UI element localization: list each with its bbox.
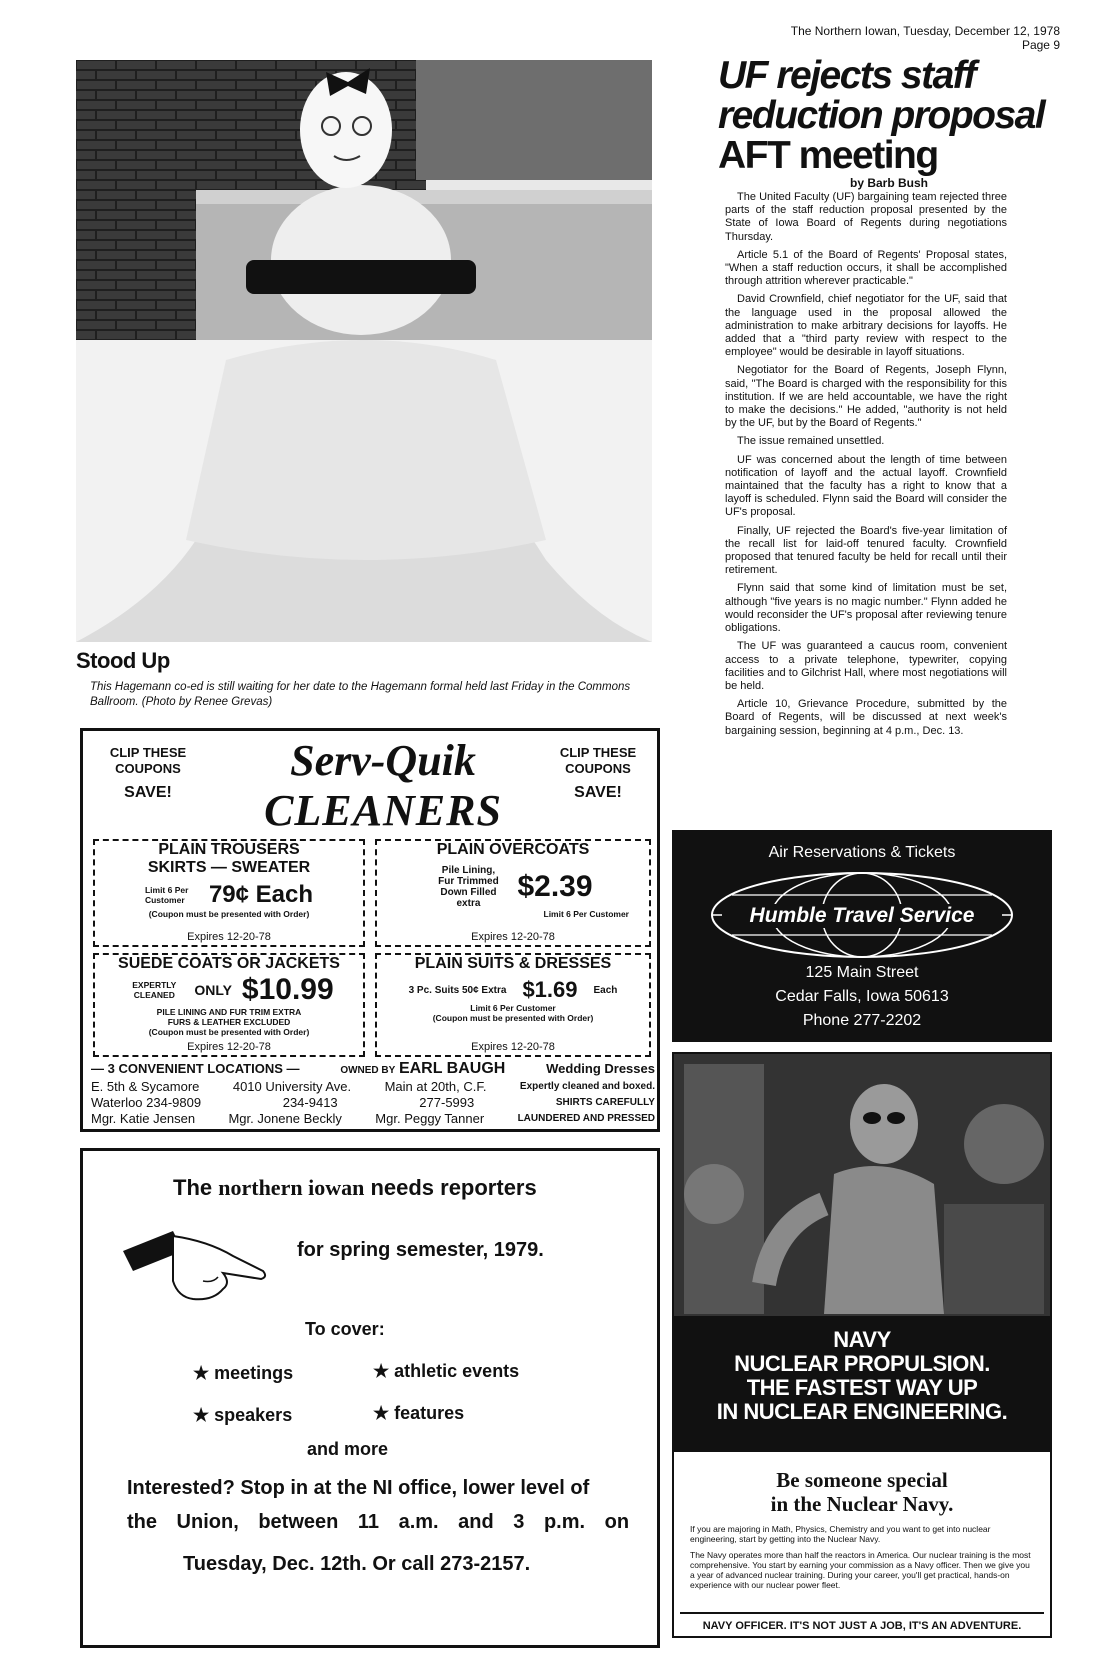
headline-line-3: AFT meeting xyxy=(718,134,938,177)
coupon-price: $2.39 xyxy=(517,870,593,903)
article-paragraph: The UF was guaranteed a caucus room, convenient access to a private telephone, typewriter, copying facilities and to Gilchrist Hall, where most negotiations will be held. xyxy=(725,640,1007,692)
navy-head-3: THE FASTEST WAY UP xyxy=(746,1375,978,1400)
coupon-price: 79¢ Each xyxy=(208,881,314,908)
travel-city: Cedar Falls, Iowa 50613 xyxy=(775,988,949,1005)
location-3-manager: Mgr. Peggy Tanner xyxy=(375,1111,485,1126)
coupon-note: (Coupon must be presented with Order) xyxy=(148,909,310,919)
location-2-manager: Mgr. Jonene Beckly xyxy=(228,1111,342,1126)
coupon-extras: PILE LINING AND FUR TRIM EXTRA xyxy=(156,1007,302,1017)
coupon-price: $10.99 xyxy=(241,973,334,1006)
semester-line: for spring semester, 1979. xyxy=(297,1239,544,1261)
photo-illustration xyxy=(76,60,652,642)
boxed-note: Expertly cleaned and boxed. xyxy=(519,1081,655,1092)
coupon-suede xyxy=(93,953,365,1057)
wedding-dresses: Wedding Dresses xyxy=(546,1061,655,1076)
coupon-overcoats xyxy=(375,839,651,947)
clip-coupons-right xyxy=(553,745,643,801)
headline-the: The xyxy=(173,1175,213,1200)
location-1-address: E. 5th & Sycamore xyxy=(91,1079,200,1094)
article-paragraph: Article 5.1 of the Board of Regents' Proposal states, "When a staff reduction occurs, it shall be accomplished through attrition wherever practicable." xyxy=(725,248,1007,288)
coupon-limit: Limit 6 Per Customer xyxy=(470,1003,556,1013)
coupon-title: PLAIN SUITS & DRESSES xyxy=(414,955,612,972)
headline-needs: needs reporters xyxy=(370,1175,537,1200)
clip-coupons-left xyxy=(103,745,193,801)
locations-heading: — 3 CONVENIENT LOCATIONS — xyxy=(91,1061,300,1076)
navy-body-1: If you are majoring in Math, Physics, Chemistry and you want to get into nuclear engineering, start by getting into the Nuclear Navy. xyxy=(690,1524,991,1544)
humble-travel-ad xyxy=(672,830,1052,1042)
location-2-address: 4010 University Ave. xyxy=(232,1079,352,1094)
photo-caption-head: Stood Up xyxy=(76,648,170,673)
northern-iowan-ad xyxy=(80,1148,660,1648)
beat-meetings: ★ meetings xyxy=(193,1363,294,1383)
location-1-phone: Waterloo 234-9809 xyxy=(91,1095,202,1110)
article-paragraph: David Crownfield, chief negotiator for the UF, said that the language used in the proposal allowed the administration to make arbitrary decisions for layoffs. He added that a "third party review with respect to the employee" would be desirable in layoff situations. xyxy=(725,293,1007,359)
coupon-excluded: FURS & LEATHER EXCLUDED xyxy=(167,1017,291,1027)
navy-ad xyxy=(672,1052,1052,1638)
navy-head-1: NAVY xyxy=(833,1327,891,1352)
navy-slogan: NAVY OFFICER. IT'S NOT JUST A JOB, IT'S AN ADVENTURE. xyxy=(680,1612,1044,1632)
servquik-locations xyxy=(91,1061,655,1127)
coupon-expiry: Expires 12-20-78 xyxy=(471,1041,555,1053)
article-paragraph: The United Faculty (UF) bargaining team rejected three parts of the staff reduction proposal presented by the State of Iowa Board of Regents during negotiations Thursday. xyxy=(725,191,1007,243)
clip-label: CLIP THESE COUPONS xyxy=(109,745,187,776)
article-paragraph: Negotiator for the Board of Regents, Joseph Flynn, said, "The Board is charged with the responsibility for this institution. If we are held accountable, we have the right to make the decisions." He added, "authority is not held by the UF, but by the Board of Regents." xyxy=(725,364,1007,430)
cta-line-2: the Union, between 11 a.m. and 3 p.m. on xyxy=(127,1511,630,1533)
beat-speakers: ★ speakers xyxy=(193,1405,293,1425)
location-3-phone: 277-5993 xyxy=(419,1095,475,1110)
coupon-price: $1.69 xyxy=(522,977,578,1002)
location-3-address: Main at 20th, C.F. xyxy=(384,1079,487,1094)
navy-subhead xyxy=(674,1468,1050,1516)
beat-athletic: ★ athletic events xyxy=(373,1361,520,1381)
article-paragraph: Article 10, Grievance Procedure, submitted by the Board of Regents, will be discussed at next week's bargaining session, beginning at 4 p.m., Dec. 13. xyxy=(725,698,1007,737)
photo-caption: This Hagemann co-ed is still waiting for her date to the Hagemann formal held last Friday in the Commons Ballroom. (Photo by Renee Grevas) xyxy=(90,681,631,708)
travel-tagline: Air Reservations & Tickets xyxy=(768,844,956,861)
owned-by: OWNED BY xyxy=(340,1065,396,1076)
article-paragraph: Finally, UF rejected the Board's five-year limitation of the recall list for laid-off tenured faculty. Crownfield proposed that tenured faculty be held for recall until their retirement. xyxy=(725,524,1007,577)
masthead-name: northern iowan xyxy=(218,1175,365,1200)
page-folio: The Northern Iowan, Tuesday, December 12, 1978 Page 9 xyxy=(790,24,1060,52)
article-headline xyxy=(718,56,1068,176)
article-paragraph: Flynn said that some kind of limitation must be set, although "five years is no magic number." Flynn added he would reconsider the UF's proposal after reviewing tenure obligations. xyxy=(725,582,1007,635)
reporters-headline xyxy=(173,1175,537,1201)
article-body xyxy=(725,191,1007,743)
coupon-limit: Limit 6 Per Customer xyxy=(144,885,189,905)
coupon-title: SUEDE COATS OR JACKETS xyxy=(118,955,340,972)
to-cover-label: To cover: xyxy=(305,1319,385,1339)
location-1-manager: Mgr. Katie Jensen xyxy=(91,1111,196,1126)
cta-line-1: Interested? Stop in at the NI office, lower level of xyxy=(127,1477,590,1499)
cta-line-3: Tuesday, Dec. 12th. Or call 273-2157. xyxy=(183,1553,531,1575)
coupon-each: Each xyxy=(593,984,618,996)
navy-sub-2: in the Nuclear Navy. xyxy=(770,1492,954,1516)
coupon-expiry: Expires 12-20-78 xyxy=(187,1041,271,1053)
navy-sub-1: Be someone special xyxy=(776,1468,948,1492)
article-paragraph: UF was concerned about the length of time between notification of layoff and the actual layoff. Crownfield maintained that the faculty has a right to know that a layoff is scheduled. Flynn said the Board will consider the UF's proposal. xyxy=(725,453,1007,519)
navy-body-2: The Navy operates more than half the reactors in America. Our nuclear training is the most comprehensive. You start by earning your commission as a Navy officer. Then we give you a year of advanced nuclear training. During your career, you'll get practical, hands-on experience with our nuclear power fleet. xyxy=(690,1550,1031,1590)
coupon-note: (Coupon must be presented with Order) xyxy=(432,1013,594,1023)
travel-phone: Phone 277-2202 xyxy=(802,1012,922,1029)
coupon-expertly: EXPERTLY CLEANED xyxy=(132,980,177,1000)
save-label: SAVE! xyxy=(124,784,172,801)
save-label: SAVE! xyxy=(574,784,622,801)
cleaners-logo: CLEANERS xyxy=(264,786,502,835)
owner-name: EARL BAUGH xyxy=(398,1060,506,1077)
coupon-title: PLAIN OVERCOATS xyxy=(436,841,590,858)
travel-street: 125 Main Street xyxy=(805,964,919,981)
coupon-note: (Coupon must be presented with Order) xyxy=(148,1027,310,1037)
shirts-note: SHIRTS CAREFULLY xyxy=(555,1097,655,1108)
pointing-hand-icon xyxy=(113,1211,273,1331)
coupon-extras: Pile Lining, Fur Trimmed Down Filled extra xyxy=(438,865,499,909)
navy-head-4: IN NUCLEAR ENGINEERING. xyxy=(716,1399,1008,1424)
article-paragraph: The issue remained unsettled. xyxy=(737,435,885,448)
snow-sculpture-photo xyxy=(76,60,652,642)
and-more: and more xyxy=(307,1439,389,1459)
laundered-note: LAUNDERED AND PRESSED xyxy=(517,1113,655,1124)
servquik-ad xyxy=(80,728,660,1132)
beat-features: ★ features xyxy=(373,1403,465,1423)
coupon-suits-extra: 3 Pc. Suits 50¢ Extra xyxy=(408,984,507,996)
coupon-title: PLAIN TROUSERS xyxy=(158,841,300,858)
coupon-expiry: Expires 12-20-78 xyxy=(471,931,555,943)
headline-line-1: UF rejects staff xyxy=(718,54,976,97)
article-byline: by Barb Bush xyxy=(850,176,929,190)
location-2-phone: 234-9413 xyxy=(282,1095,338,1110)
servquik-logo: Serv-Quik xyxy=(290,736,476,785)
coupon-suits xyxy=(375,953,651,1057)
headline-line-2: reduction proposal xyxy=(718,94,1045,137)
navy-head-2: NUCLEAR PROPULSION. xyxy=(734,1351,990,1376)
navy-headline xyxy=(674,1328,1050,1424)
coupon-expiry: Expires 12-20-78 xyxy=(187,931,271,943)
coupon-limit: Limit 6 Per Customer xyxy=(543,909,629,919)
travel-name: Humble Travel Service xyxy=(749,904,975,927)
coupon-only: ONLY xyxy=(194,982,232,998)
coupon-subtitle: SKIRTS — SWEATER xyxy=(147,859,311,876)
coupon-trousers xyxy=(93,839,365,947)
clip-label: CLIP THESE COUPONS xyxy=(559,745,637,776)
